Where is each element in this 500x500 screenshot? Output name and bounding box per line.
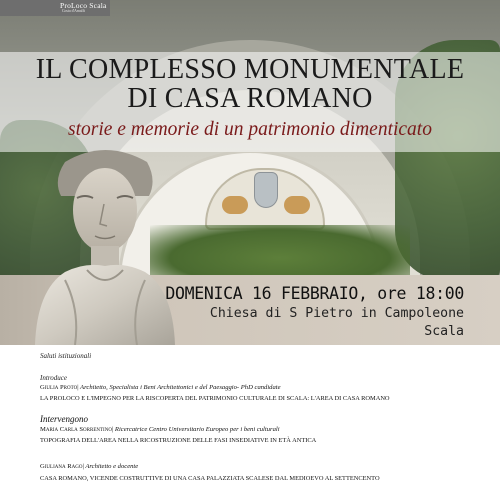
speaker1 xyxy=(40,427,280,434)
marble-bust-image xyxy=(25,140,185,345)
lion-right-icon xyxy=(284,196,310,214)
speakers-label: Intervengono xyxy=(40,414,88,424)
speaker1-topic: TOPOGRAFIA DELL'AREA NELLA RICOSTRUZIONE DELLE FASI INSEDIATIVE IN ETÀ ANTICA xyxy=(40,437,317,444)
speaker2-role: Architetto e docente xyxy=(83,463,139,470)
intro-topic: LA PROLOCO E L'IMPEGNO PER LA RISCOPERTA DEL PATRIMONIO CULTURALE DI SCALA: L'AREA DI CASA ROMANO xyxy=(40,395,390,402)
speaker1-role: Ricercatrice Centro Universitario Europeo per i beni culturali xyxy=(113,426,280,433)
speaker1-name: Maria Carla Sorrentino| xyxy=(40,426,114,433)
foliage-bottom xyxy=(150,225,410,280)
speaker2-topic: CASA ROMANO, VICENDE COSTRUTTIVE DI UNA CASA PALAZZIATA SCALESE DAL MEDIOEVO AL SETTENCENTO xyxy=(40,475,380,482)
page-title-line1: IL COMPLESSO MONUMENTALE xyxy=(35,54,465,85)
intro-speaker-name: Giulia Proto| xyxy=(40,384,79,391)
speaker2 xyxy=(40,464,138,471)
logo-subtitle: Costa d'Amalfi xyxy=(62,9,85,13)
intro-label: Introduce xyxy=(40,374,67,382)
intro-speaker xyxy=(40,385,281,392)
event-venue: Chiesa di S Pietro in Campoleone xyxy=(209,306,464,321)
page-title-line2: DI CASA ROMANO xyxy=(127,83,373,114)
program-section xyxy=(0,345,500,500)
page-subtitle: storie e memorie di un patrimonio dimenticato xyxy=(68,119,432,140)
greetings-label: Saluti istituzionali xyxy=(40,352,92,360)
proloco-logo xyxy=(0,0,110,16)
speaker2-name: Giuliana Rago| xyxy=(40,463,84,470)
logo-name: ProLoco Scala xyxy=(60,1,107,10)
intro-speaker-role: Architetto, Specialista i Beni Architettonici e del Paesaggio- PhD candidate xyxy=(78,384,281,391)
event-date: DOMENICA 16 FEBBRAIO, ore 18:00 xyxy=(165,284,464,303)
event-town: Scala xyxy=(424,324,464,339)
lion-left-icon xyxy=(222,196,248,214)
coat-of-arms-icon xyxy=(254,172,278,208)
